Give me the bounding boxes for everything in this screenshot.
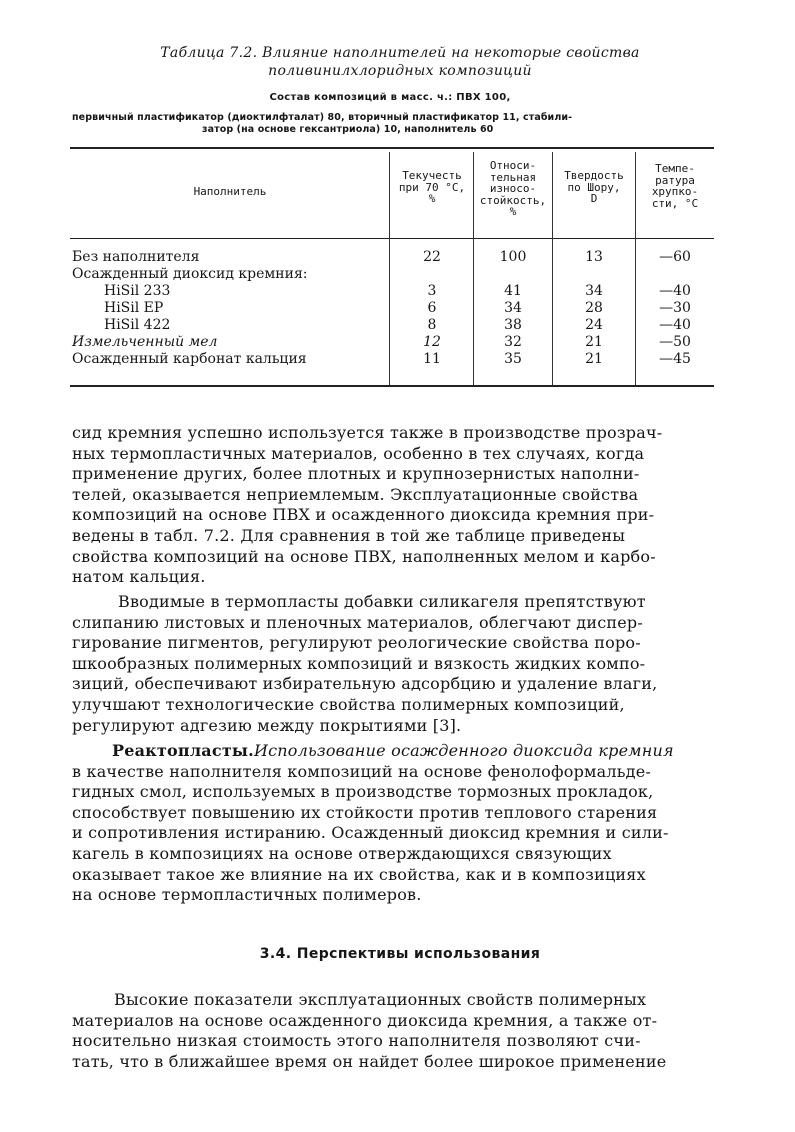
cell-hardness: 24 bbox=[585, 317, 603, 333]
cell-brittleness: —40 bbox=[659, 317, 691, 333]
text-line: носительно низкая стоимость этого наполнителя позволяют счи- bbox=[72, 1031, 641, 1051]
paragraph-prospects bbox=[72, 990, 718, 1072]
table-caption-composition: Состав композиций в масс. ч.: ПВХ 100, bbox=[269, 92, 511, 103]
text-line: Вводимые в термопласты добавки силикагеля препятствуют bbox=[118, 592, 646, 611]
text-line: в качестве наполнителя композиций на основе фенолоформальде- bbox=[72, 761, 651, 781]
table-caption-title-line: Таблица 7.2. Влияние наполнителей на некоторые свойства bbox=[160, 45, 640, 61]
cell-hardness: 34 bbox=[585, 283, 603, 299]
header-hardness-line: по Шору, bbox=[567, 180, 621, 194]
cell-fluidity: 3 bbox=[427, 283, 437, 299]
cell-brittleness: —30 bbox=[659, 300, 691, 316]
text-line: слипанию листовых и пленочных материалов, облегчают диспер- bbox=[72, 612, 643, 632]
header-fluidity-line: Текучесть bbox=[402, 169, 462, 182]
paragraph-thermosets bbox=[72, 741, 718, 906]
text-line: шкообразных полимерных композиций и вязкость жидких компо- bbox=[72, 653, 646, 673]
header-stability-line: % bbox=[509, 205, 517, 218]
text-line: на основе термопластичных полимеров. bbox=[72, 885, 422, 905]
text-line: гидных смол, используемых в производстве тормозных прокладок, bbox=[72, 782, 654, 802]
row-name: HiSil 233 bbox=[104, 283, 171, 299]
cell-brittleness: —45 bbox=[659, 351, 691, 367]
header-fluidity-line: при 70 °С, bbox=[398, 180, 466, 194]
text-line: телей, оказывается неприемлемым. Эксплуатационные свойства bbox=[72, 484, 639, 504]
table-caption-title-line: поливинилхлоридных композиций bbox=[268, 63, 532, 79]
text-line: свойства композиций на основе ПВХ, наполненных мелом и карбо- bbox=[72, 546, 656, 566]
header-stability-line: Относи- bbox=[489, 159, 537, 172]
cell-hardness: 28 bbox=[585, 300, 603, 316]
table-caption-description bbox=[72, 112, 724, 136]
text-line: натом кальция. bbox=[72, 567, 206, 587]
cell-hardness: 13 bbox=[585, 249, 603, 265]
text-line: зиций, обеспечивают избирательную адсорбцию и удаление влаги, bbox=[72, 674, 658, 694]
cell-hardness: 21 bbox=[585, 334, 603, 350]
header-hardness-line: Твердость bbox=[564, 169, 624, 182]
header-hardness bbox=[553, 170, 635, 205]
column-divider bbox=[389, 152, 390, 385]
text-line: регулируют адгезию между покрытиями [3]. bbox=[72, 715, 462, 735]
row-name: Осажденный диоксид кремния: bbox=[72, 266, 308, 282]
cell-fluidity: 22 bbox=[423, 249, 441, 265]
text-line: тать, что в ближайшее время он найдет более широкое применение bbox=[72, 1051, 667, 1071]
cell-stability: 35 bbox=[504, 351, 522, 367]
table-caption-description-line: первичный пластификатор (диоктилфталат) 80, вторичный пластификатор 11, стабили- bbox=[72, 112, 573, 123]
cell-stability: 100 bbox=[499, 249, 527, 265]
text-line: сид кремния успешно используется также в производстве прозрач- bbox=[72, 423, 663, 442]
header-brittleness-line: сти, °С bbox=[651, 196, 699, 210]
row-name: Без наполнителя bbox=[72, 249, 200, 265]
header-fluidity-line: % bbox=[428, 192, 436, 205]
paragraph-silica-gel bbox=[72, 592, 718, 736]
italic-phrase: Использование осажденного диоксида кремния bbox=[253, 741, 674, 760]
cell-stability: 34 bbox=[504, 300, 522, 316]
cell-fluidity: 6 bbox=[427, 300, 437, 316]
table-top-rule bbox=[70, 147, 714, 149]
text-line: гирование пигментов, регулируют реологические свойства поро- bbox=[72, 633, 641, 653]
cell-stability: 32 bbox=[504, 334, 522, 350]
text-line: материалов на основе осажденного диоксида кремния, а также от- bbox=[72, 1010, 658, 1030]
row-name: HiSil 422 bbox=[104, 317, 171, 333]
text-line: способствует повышению их стойкости против теплового старения bbox=[72, 802, 658, 822]
text-line: кагель в композициях на основе отверждающихся связующих bbox=[72, 843, 612, 863]
text-line: оказывает такое же влияние на их свойства, как и в композициях bbox=[72, 864, 646, 884]
run-in-heading: Реактопласты. bbox=[112, 741, 254, 760]
cell-brittleness: —60 bbox=[659, 249, 691, 265]
text-line: Высокие показатели эксплуатационных свойств полимерных bbox=[114, 990, 647, 1009]
header-stability bbox=[474, 160, 552, 218]
header-stability-line: износо- bbox=[489, 182, 537, 195]
header-brittleness-line: Темпе- bbox=[655, 162, 695, 175]
table-bottom-rule bbox=[70, 385, 714, 387]
header-stability-line: тельная bbox=[489, 170, 537, 184]
header-stability-line: стойкость, bbox=[479, 193, 547, 207]
text-line: улучшают технологические свойства полимерных композиций, bbox=[72, 694, 625, 714]
row-name: Осажденный карбонат кальция bbox=[72, 351, 307, 367]
header-brittleness-line: хрупко- bbox=[651, 185, 699, 198]
cell-brittleness: —50 bbox=[659, 334, 691, 350]
cell-hardness: 21 bbox=[585, 351, 603, 367]
text-line: и сопротивления истиранию. Осажденный диоксид кремния и сили- bbox=[72, 823, 669, 843]
table-caption-title bbox=[140, 44, 660, 80]
header-brittleness bbox=[636, 163, 714, 209]
header-fluidity bbox=[391, 170, 473, 205]
header-brittleness-line: ратура bbox=[655, 173, 695, 187]
cell-stability: 38 bbox=[504, 317, 522, 333]
section-heading: 3.4. Перспективы использования bbox=[259, 946, 541, 962]
table-caption-description-line: затор (на основе гексантриола) 10, наполнитель 60 bbox=[202, 124, 494, 135]
cell-brittleness: —40 bbox=[659, 283, 691, 299]
cell-fluidity: 11 bbox=[423, 351, 441, 367]
text-line: ведены в табл. 7.2. Для сравнения в той же таблице приведены bbox=[72, 525, 626, 545]
cell-fluidity: 8 bbox=[427, 317, 437, 333]
header-hardness-line: D bbox=[590, 192, 598, 205]
paragraph-transparent-materials bbox=[72, 423, 718, 588]
text-line: ных термопластичных материалов, особенно в тех случаях, когда bbox=[72, 443, 645, 463]
text-line: применение других, более плотных и крупнозернистых наполни- bbox=[72, 464, 640, 484]
header-filler: Наполнитель bbox=[193, 185, 267, 198]
row-name: Измельченный мел bbox=[72, 334, 218, 350]
row-name: HiSil EP bbox=[104, 300, 164, 316]
cell-fluidity: 12 bbox=[423, 334, 441, 350]
cell-stability: 41 bbox=[504, 283, 522, 299]
text-line: композиций на основе ПВХ и осажденного диоксида кремния при- bbox=[72, 505, 655, 525]
text-line bbox=[72, 741, 718, 762]
table-header-rule bbox=[70, 238, 714, 239]
